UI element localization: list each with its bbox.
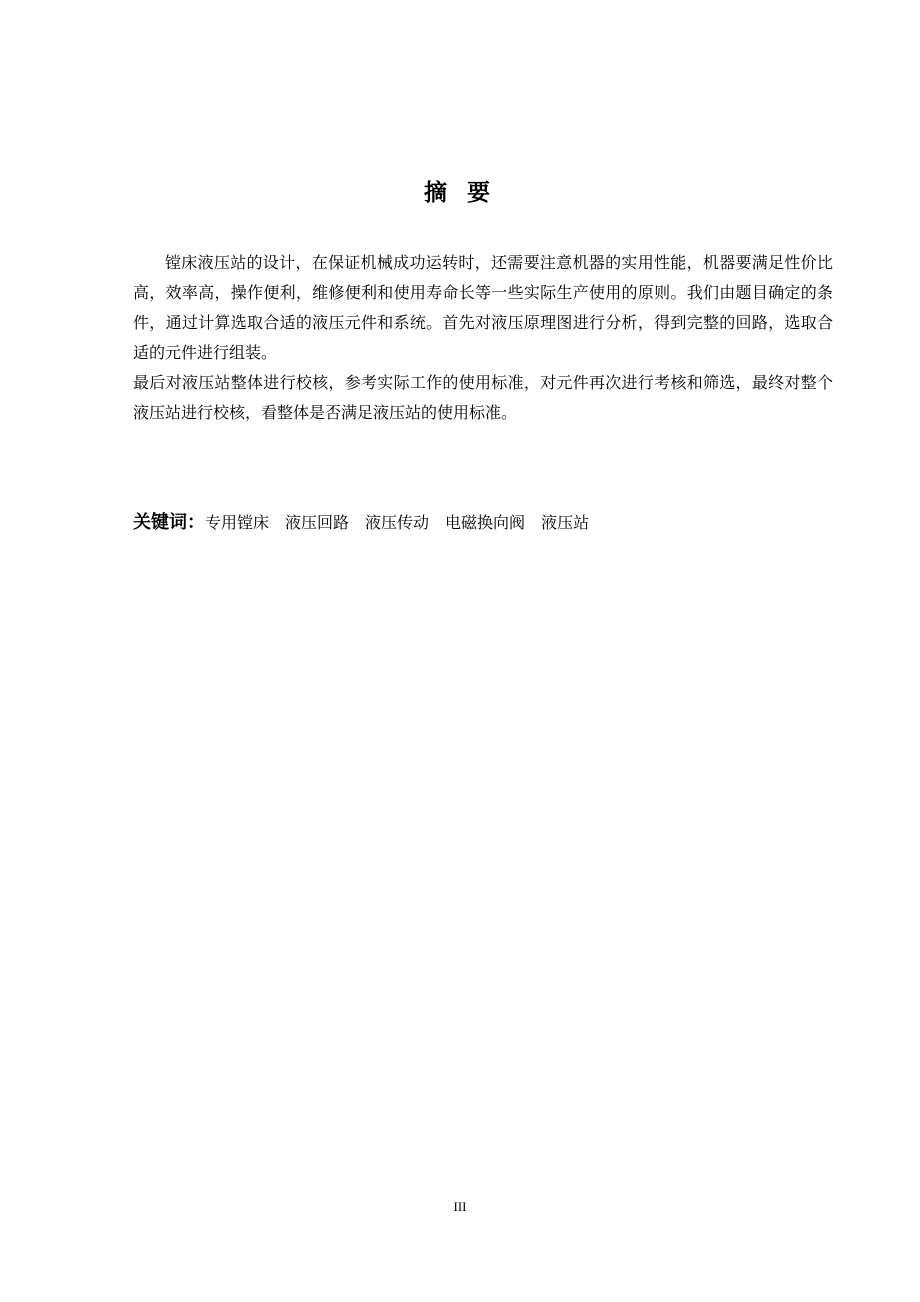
- keyword-item: 液压传动: [365, 513, 430, 532]
- page-number: III: [453, 1199, 467, 1214]
- abstract-paragraph-2: 最后对液压站整体进行校核，参考实际工作的使用标准，对元件再次进行考核和筛选，最终对整个液压站进行校核，看整体是否满足液压站的使用标准。: [133, 373, 833, 422]
- keyword-item: 专用镗床: [205, 513, 270, 532]
- abstract-body: [133, 248, 833, 428]
- keyword-item: 液压回路: [285, 513, 350, 532]
- abstract-paragraph-1: 镗床液压站的设计，在保证机械成功运转时，还需要注意机器的实用性能，机器要满足性价比高，效率高，操作便利，维修便利和使用寿命长等一些实际生产使用的原则。我们由题目确定的条件，通过计算选取合适的液压元件和系统。首先对液压原理图进行分析，得到完整的回路，选取合适的元件进行组装。: [133, 253, 833, 362]
- keyword-item: 电磁换向阀: [445, 513, 526, 532]
- keywords-label: 关键词：: [133, 512, 205, 533]
- keyword-item: 液压站: [541, 513, 590, 532]
- abstract-title: 摘 要: [423, 180, 496, 206]
- keywords-line: [133, 508, 833, 538]
